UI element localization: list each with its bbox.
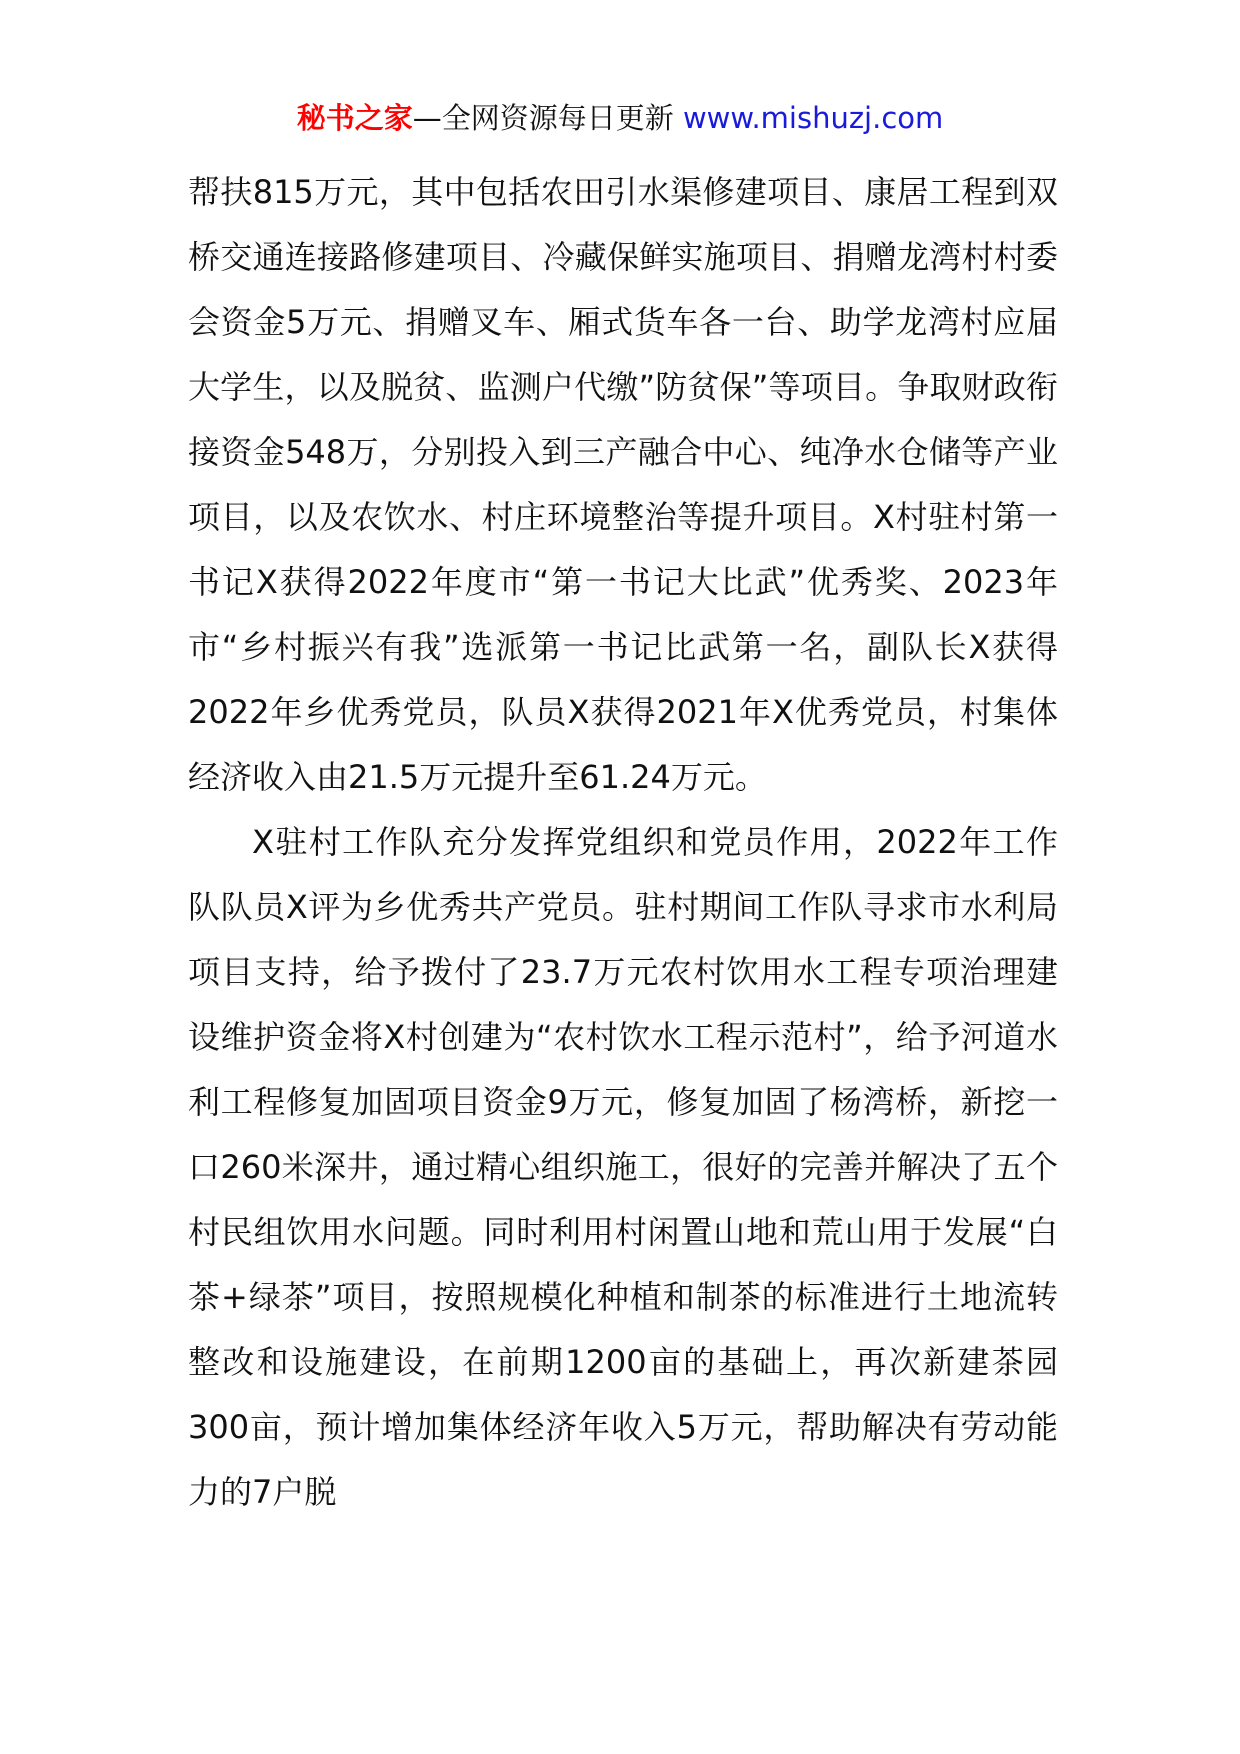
header-tagline: —全网资源每日更新 — [412, 101, 683, 135]
document-body — [188, 160, 1058, 1525]
brand-name: 秘书之家 — [296, 101, 413, 135]
site-url-link[interactable]: www.mishuzj.com — [682, 101, 944, 135]
paragraph-continued: 帮扶815万元，其中包括农田引水渠修建项目、康居工程到双桥交通连接路修建项目、冷藏保鲜实施项目、捐赠龙湾村村委会资金5万元、捐赠叉车、厢式货车各一台、助学龙湾村应届大学生，以及脱贫、监测户代缴”防贫保”等项目。争取财政衔接资金548万，分别投入到三产融合中心、纯净水仓储等产业项目，以及农饮水、村庄环境整治等提升项目。X村驻村第一书记X获得2022年度市“第一书记大比武”优秀奖、2023年市“乡村振兴有我”选派第一书记比武第一名，副队长X获得2022年乡优秀党员，队员X获得2021年X优秀党员，村集体经济收入由21.5万元提升至61.24万元。 — [188, 173, 1058, 796]
paragraph-work-team: X驻村工作队充分发挥党组织和党员作用，2022年工作队队员X评为乡优秀共产党员。驻村期间工作队寻求市水利局项目支持，给予拨付了23.7万元农村饮用水工程专项治理建设维护资金将X村创建为“农村饮水工程示范村”，给予河道水利工程修复加固项目资金9万元，修复加固了杨湾桥，新挖一口260米深井，通过精心组织施工，很好的完善并解决了五个村民组饮用水问题。同时利用村闲置山地和荒山用于发展“白茶+绿茶”项目，按照规模化种植和制茶的标准进行土地流转整改和设施建设，在前期1200亩的基础上，再次新建茶园300亩，预计增加集体经济年收入5万元，帮助解决有劳动能力的7户脱 — [188, 823, 1058, 1511]
page-header — [0, 98, 1240, 138]
